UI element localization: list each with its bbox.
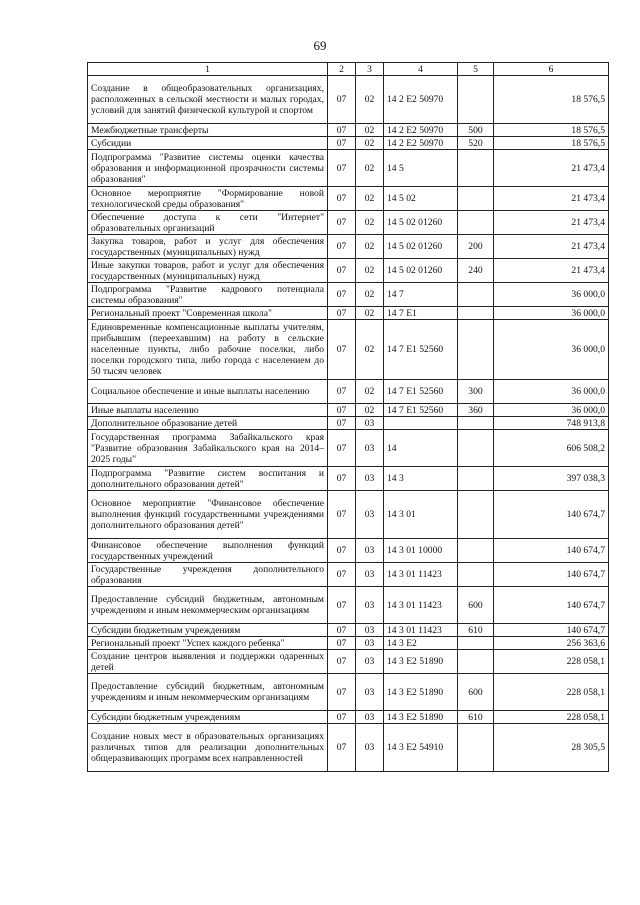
row-name: Государственные учреждения дополнительного образования bbox=[88, 563, 328, 587]
row-expense-type bbox=[458, 467, 494, 491]
table-row bbox=[88, 563, 609, 587]
table-row bbox=[88, 307, 609, 320]
row-expense-type: 520 bbox=[458, 137, 494, 150]
row-section: 07 bbox=[328, 380, 356, 404]
row-section: 07 bbox=[328, 150, 356, 187]
row-expense-type bbox=[458, 320, 494, 380]
row-target-article: 14 5 bbox=[384, 150, 458, 187]
table-row bbox=[88, 711, 609, 724]
row-target-article: 14 3 01 11423 bbox=[384, 587, 458, 624]
row-section: 07 bbox=[328, 624, 356, 637]
table-row bbox=[88, 211, 609, 235]
table-body bbox=[88, 76, 609, 772]
row-name: Создание в общеобразовательных организациях, расположенных в сельской местности и малых городах, условий для занятий физической культурой и спортом bbox=[88, 76, 328, 124]
row-subsection: 02 bbox=[356, 380, 384, 404]
row-name: Субсидии бюджетным учреждениям bbox=[88, 624, 328, 637]
row-expense-type: 300 bbox=[458, 380, 494, 404]
row-target-article: 14 7 E1 bbox=[384, 307, 458, 320]
row-name: Единовременные компенсационные выплаты учителям, прибывшим (переехавшим) на работу в сельские населенные пункты, либо рабочие поселки, либо поселки городского типа, либо города с населением до 50 тысяч человек bbox=[88, 320, 328, 380]
row-target-article: 14 7 E1 52560 bbox=[384, 320, 458, 380]
row-target-article bbox=[384, 417, 458, 430]
row-subsection: 03 bbox=[356, 587, 384, 624]
row-target-article: 14 5 02 01260 bbox=[384, 259, 458, 283]
row-subsection: 03 bbox=[356, 430, 384, 467]
row-section: 07 bbox=[328, 124, 356, 137]
row-subsection: 02 bbox=[356, 283, 384, 307]
row-section: 07 bbox=[328, 320, 356, 380]
row-expense-type bbox=[458, 417, 494, 430]
row-amount: 228 058,1 bbox=[494, 711, 609, 724]
row-section: 07 bbox=[328, 539, 356, 563]
row-target-article: 14 5 02 bbox=[384, 187, 458, 211]
row-name: Подпрограмма "Развитие системы оценки качества образования и информационной прозрачности системы образования" bbox=[88, 150, 328, 187]
table-row bbox=[88, 76, 609, 124]
row-section: 07 bbox=[328, 76, 356, 124]
row-amount: 140 674,7 bbox=[494, 491, 609, 539]
row-name: Иные закупки товаров, работ и услуг для обеспечения государственных (муниципальных) нужд bbox=[88, 259, 328, 283]
row-expense-type bbox=[458, 150, 494, 187]
row-name: Подпрограмма "Развитие кадрового потенциала системы образования" bbox=[88, 283, 328, 307]
row-expense-type bbox=[458, 187, 494, 211]
row-target-article: 14 7 E1 52560 bbox=[384, 404, 458, 417]
row-target-article: 14 3 E2 51890 bbox=[384, 674, 458, 711]
row-amount: 397 038,3 bbox=[494, 467, 609, 491]
table-row bbox=[88, 404, 609, 417]
row-amount: 21 473,4 bbox=[494, 211, 609, 235]
table-row bbox=[88, 724, 609, 772]
row-amount: 21 473,4 bbox=[494, 259, 609, 283]
row-name: Закупка товаров, работ и услуг для обеспечения государственных (муниципальных) нужд bbox=[88, 235, 328, 259]
row-amount: 21 473,4 bbox=[494, 150, 609, 187]
table-row bbox=[88, 674, 609, 711]
row-expense-type: 610 bbox=[458, 624, 494, 637]
row-subsection: 03 bbox=[356, 417, 384, 430]
row-subsection: 03 bbox=[356, 724, 384, 772]
row-name: Основное мероприятие "Формирование новой технологической среды образования" bbox=[88, 187, 328, 211]
row-subsection: 02 bbox=[356, 320, 384, 380]
row-amount: 18 576,5 bbox=[494, 137, 609, 150]
row-amount: 36 000,0 bbox=[494, 320, 609, 380]
row-expense-type bbox=[458, 539, 494, 563]
row-section: 07 bbox=[328, 137, 356, 150]
row-target-article: 14 3 E2 51890 bbox=[384, 711, 458, 724]
row-expense-type: 610 bbox=[458, 711, 494, 724]
table-row bbox=[88, 187, 609, 211]
row-name: Региональный проект "Современная школа" bbox=[88, 307, 328, 320]
header-sum: 6 bbox=[494, 63, 609, 76]
row-expense-type: 500 bbox=[458, 124, 494, 137]
row-amount: 36 000,0 bbox=[494, 283, 609, 307]
row-name: Обеспечение доступа к сети "Интернет" образовательных организаций bbox=[88, 211, 328, 235]
header-vr: 5 bbox=[458, 63, 494, 76]
row-name: Создание новых мест в образовательных организациях различных типов для реализации дополнительных общеразвивающих программ всех направленностей bbox=[88, 724, 328, 772]
row-expense-type bbox=[458, 563, 494, 587]
budget-table bbox=[87, 62, 609, 772]
row-subsection: 03 bbox=[356, 467, 384, 491]
table-row bbox=[88, 491, 609, 539]
row-expense-type bbox=[458, 76, 494, 124]
row-expense-type bbox=[458, 491, 494, 539]
row-name: Финансовое обеспечение выполнения функций государственных учреждений bbox=[88, 539, 328, 563]
row-subsection: 03 bbox=[356, 563, 384, 587]
row-subsection: 03 bbox=[356, 711, 384, 724]
table-row bbox=[88, 587, 609, 624]
row-target-article: 14 3 E2 51890 bbox=[384, 650, 458, 674]
row-expense-type: 240 bbox=[458, 259, 494, 283]
table-header-row bbox=[88, 63, 609, 76]
row-expense-type bbox=[458, 211, 494, 235]
row-name: Подпрограмма "Развитие систем воспитания и дополнительного образования детей" bbox=[88, 467, 328, 491]
table-row bbox=[88, 650, 609, 674]
row-amount: 36 000,0 bbox=[494, 380, 609, 404]
page-number: 69 bbox=[313, 38, 327, 53]
table-row bbox=[88, 150, 609, 187]
row-subsection: 03 bbox=[356, 624, 384, 637]
row-amount: 18 576,5 bbox=[494, 76, 609, 124]
row-target-article: 14 2 E2 50970 bbox=[384, 124, 458, 137]
row-expense-type bbox=[458, 724, 494, 772]
row-name: Региональный проект "Успех каждого ребенка" bbox=[88, 637, 328, 650]
row-name: Межбюджетные трансферты bbox=[88, 124, 328, 137]
row-name: Основное мероприятие "Финансовое обеспечение выполнения функций государственными учреждениями дополнительного образования детей" bbox=[88, 491, 328, 539]
row-name: Социальное обеспечение и иные выплаты населению bbox=[88, 380, 328, 404]
row-target-article: 14 2 E2 50970 bbox=[384, 76, 458, 124]
row-amount: 140 674,7 bbox=[494, 624, 609, 637]
row-amount: 140 674,7 bbox=[494, 587, 609, 624]
row-section: 07 bbox=[328, 711, 356, 724]
table-row bbox=[88, 283, 609, 307]
row-amount: 21 473,4 bbox=[494, 187, 609, 211]
row-amount: 36 000,0 bbox=[494, 404, 609, 417]
table-row bbox=[88, 539, 609, 563]
row-amount: 36 000,0 bbox=[494, 307, 609, 320]
row-target-article: 14 7 bbox=[384, 283, 458, 307]
table-row bbox=[88, 430, 609, 467]
table-row bbox=[88, 235, 609, 259]
row-target-article: 14 3 01 11423 bbox=[384, 624, 458, 637]
row-name: Создание центров выявления и поддержки одаренных детей bbox=[88, 650, 328, 674]
header-csr: 4 bbox=[384, 63, 458, 76]
row-expense-type: 360 bbox=[458, 404, 494, 417]
table-row bbox=[88, 624, 609, 637]
row-section: 07 bbox=[328, 563, 356, 587]
table-row bbox=[88, 380, 609, 404]
row-amount: 228 058,1 bbox=[494, 674, 609, 711]
row-subsection: 02 bbox=[356, 150, 384, 187]
row-section: 07 bbox=[328, 211, 356, 235]
row-subsection: 03 bbox=[356, 491, 384, 539]
row-amount: 18 576,5 bbox=[494, 124, 609, 137]
row-section: 07 bbox=[328, 491, 356, 539]
row-subsection: 02 bbox=[356, 137, 384, 150]
row-name: Иные выплаты населению bbox=[88, 404, 328, 417]
table-row bbox=[88, 137, 609, 150]
row-section: 07 bbox=[328, 650, 356, 674]
row-subsection: 03 bbox=[356, 637, 384, 650]
row-amount: 140 674,7 bbox=[494, 563, 609, 587]
table-row bbox=[88, 467, 609, 491]
row-target-article: 14 bbox=[384, 430, 458, 467]
row-section: 07 bbox=[328, 467, 356, 491]
row-section: 07 bbox=[328, 404, 356, 417]
row-amount: 606 508,2 bbox=[494, 430, 609, 467]
row-section: 07 bbox=[328, 430, 356, 467]
table-row bbox=[88, 259, 609, 283]
row-section: 07 bbox=[328, 724, 356, 772]
row-subsection: 02 bbox=[356, 211, 384, 235]
table-row bbox=[88, 124, 609, 137]
row-subsection: 02 bbox=[356, 259, 384, 283]
row-amount: 256 363,6 bbox=[494, 637, 609, 650]
row-target-article: 14 3 01 11423 bbox=[384, 563, 458, 587]
row-subsection: 02 bbox=[356, 404, 384, 417]
row-name: Предоставление субсидий бюджетным, автономным учреждениям и иным некоммерческим организациям bbox=[88, 674, 328, 711]
table-row bbox=[88, 320, 609, 380]
row-section: 07 bbox=[328, 587, 356, 624]
row-amount: 28 305,5 bbox=[494, 724, 609, 772]
row-amount: 140 674,7 bbox=[494, 539, 609, 563]
row-expense-type: 200 bbox=[458, 235, 494, 259]
table-row bbox=[88, 637, 609, 650]
row-amount: 748 913,8 bbox=[494, 417, 609, 430]
row-expense-type bbox=[458, 283, 494, 307]
row-subsection: 03 bbox=[356, 674, 384, 711]
row-section: 07 bbox=[328, 674, 356, 711]
row-name: Субсидии bbox=[88, 137, 328, 150]
header-name: 1 bbox=[88, 63, 328, 76]
row-subsection: 02 bbox=[356, 307, 384, 320]
row-expense-type bbox=[458, 430, 494, 467]
row-expense-type bbox=[458, 650, 494, 674]
header-rz: 2 bbox=[328, 63, 356, 76]
row-target-article: 14 5 02 01260 bbox=[384, 211, 458, 235]
row-target-article: 14 3 01 10000 bbox=[384, 539, 458, 563]
row-expense-type bbox=[458, 637, 494, 650]
row-name: Государственная программа Забайкальского края "Развитие образования Забайкальского края на 2014–2025 годы" bbox=[88, 430, 328, 467]
row-target-article: 14 5 02 01260 bbox=[384, 235, 458, 259]
row-expense-type: 600 bbox=[458, 587, 494, 624]
row-expense-type bbox=[458, 307, 494, 320]
row-amount: 228 058,1 bbox=[494, 650, 609, 674]
row-subsection: 03 bbox=[356, 650, 384, 674]
row-section: 07 bbox=[328, 283, 356, 307]
row-section: 07 bbox=[328, 637, 356, 650]
row-target-article: 14 3 E2 54910 bbox=[384, 724, 458, 772]
row-name: Дополнительное образование детей bbox=[88, 417, 328, 430]
row-amount: 21 473,4 bbox=[494, 235, 609, 259]
row-target-article: 14 3 01 bbox=[384, 491, 458, 539]
row-target-article: 14 7 E1 52560 bbox=[384, 380, 458, 404]
row-name: Предоставление субсидий бюджетным, автономным учреждениям и иным некоммерческим организациям bbox=[88, 587, 328, 624]
row-section: 07 bbox=[328, 187, 356, 211]
row-section: 07 bbox=[328, 417, 356, 430]
row-target-article: 14 3 bbox=[384, 467, 458, 491]
row-section: 07 bbox=[328, 307, 356, 320]
row-section: 07 bbox=[328, 235, 356, 259]
row-expense-type: 600 bbox=[458, 674, 494, 711]
row-subsection: 03 bbox=[356, 539, 384, 563]
row-name: Субсидии бюджетным учреждениям bbox=[88, 711, 328, 724]
table-row bbox=[88, 417, 609, 430]
header-pr: 3 bbox=[356, 63, 384, 76]
row-target-article: 14 2 E2 50970 bbox=[384, 137, 458, 150]
row-target-article: 14 3 E2 bbox=[384, 637, 458, 650]
row-section: 07 bbox=[328, 259, 356, 283]
row-subsection: 02 bbox=[356, 124, 384, 137]
row-subsection: 02 bbox=[356, 187, 384, 211]
row-subsection: 02 bbox=[356, 76, 384, 124]
row-subsection: 02 bbox=[356, 235, 384, 259]
